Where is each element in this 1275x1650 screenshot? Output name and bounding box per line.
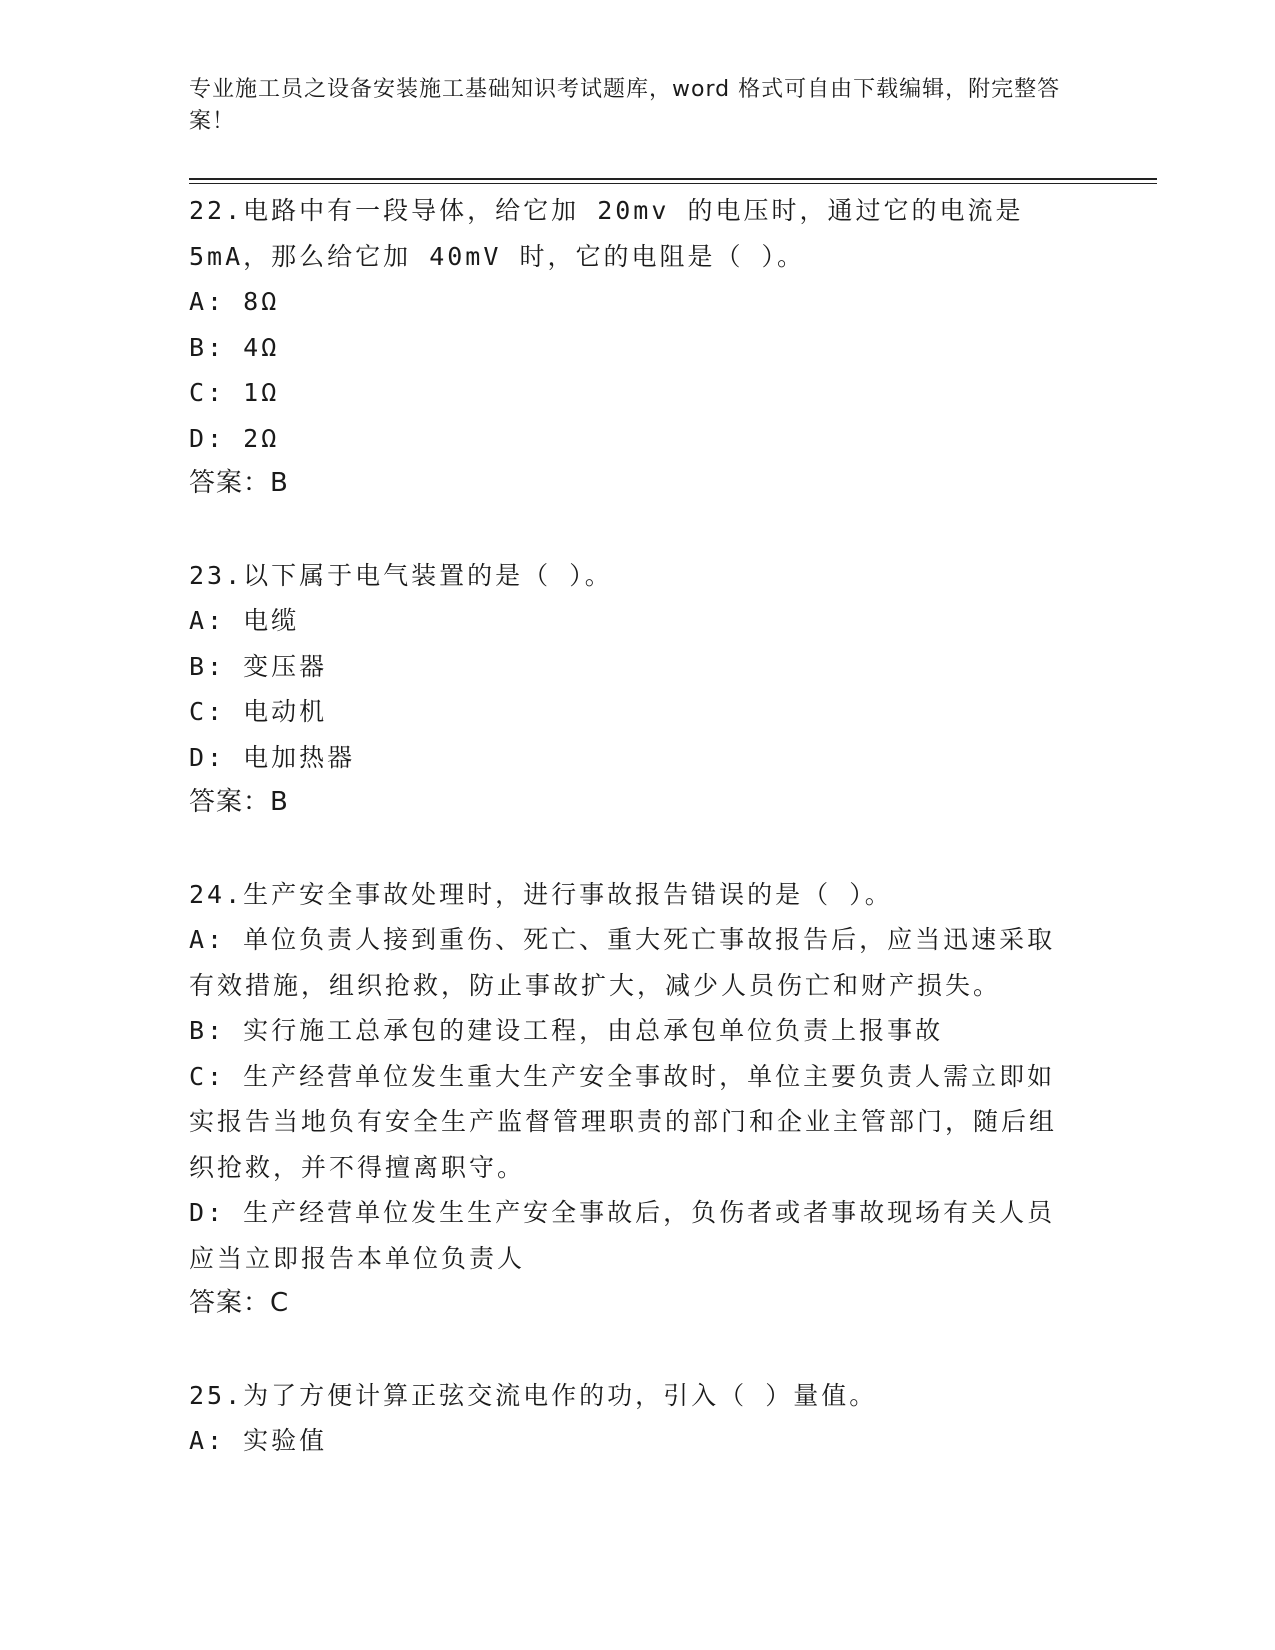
answer: 答案：C: [189, 1288, 290, 1318]
question-22: [189, 188, 1089, 507]
spacer: [189, 826, 1089, 872]
question-24: [189, 872, 1089, 1327]
answer: 答案：B: [189, 468, 289, 498]
option-a: A: 电缆: [189, 606, 300, 635]
question-stem: 25.为了方便计算正弦交流电作的功，引入（ ）量值。: [189, 1380, 878, 1410]
spacer: [189, 1327, 1089, 1373]
option-c: C: 1Ω: [189, 378, 280, 407]
option-a: A: 单位负责人接到重伤、死亡、重大死亡事故报告后，应当迅速采取有效措施，组织抢救，防止事故扩大，减少人员伤亡和财产损失。: [189, 925, 1056, 1000]
option-a: A: 8Ω: [189, 287, 280, 316]
header-divider-thick: [189, 178, 1157, 180]
option-c: C: 生产经营单位发生重大生产安全事故时，单位主要负责人需立即如实报告当地负有安全生产监督管理职责的部门和企业主管部门，随后组织抢救，并不得擅离职守。: [189, 1061, 1058, 1182]
question-stem: 22.电路中有一段导体，给它加 20mv 的电压时，通过它的电流是 5mA，那么给它加 40mV 时，它的电阻是（ ）。: [189, 196, 1024, 271]
header-divider-thin: [189, 183, 1157, 184]
question-23: [189, 553, 1089, 826]
option-d: D: 生产经营单位发生生产安全事故后，负伤者或者事故现场有关人员应当立即报告本单位负责人: [189, 1198, 1056, 1273]
option-b: B: 4Ω: [189, 332, 280, 362]
option-c: C: 电动机: [189, 697, 328, 726]
option-b: B: 实行施工总承包的建设工程，由总承包单位负责上报事故: [189, 1016, 944, 1045]
document-header: 专业施工员之设备安装施工基础知识考试题库，word 格式可自由下载编辑，附完整答案！: [189, 77, 1061, 134]
option-b: B: 变压器: [189, 651, 328, 681]
option-a: A: 实验值: [189, 1426, 328, 1455]
question-stem: 23.以下属于电气装置的是（ ）。: [189, 560, 613, 590]
question-stem: 24.生产安全事故处理时，进行事故报告错误的是（ ）。: [189, 879, 893, 909]
option-d: D: 2Ω: [189, 423, 280, 453]
spacer: [189, 507, 1089, 553]
option-d: D: 电加热器: [189, 742, 356, 772]
answer: 答案：B: [189, 787, 289, 817]
question-25: [189, 1373, 1089, 1464]
question-list: [189, 188, 1089, 1464]
